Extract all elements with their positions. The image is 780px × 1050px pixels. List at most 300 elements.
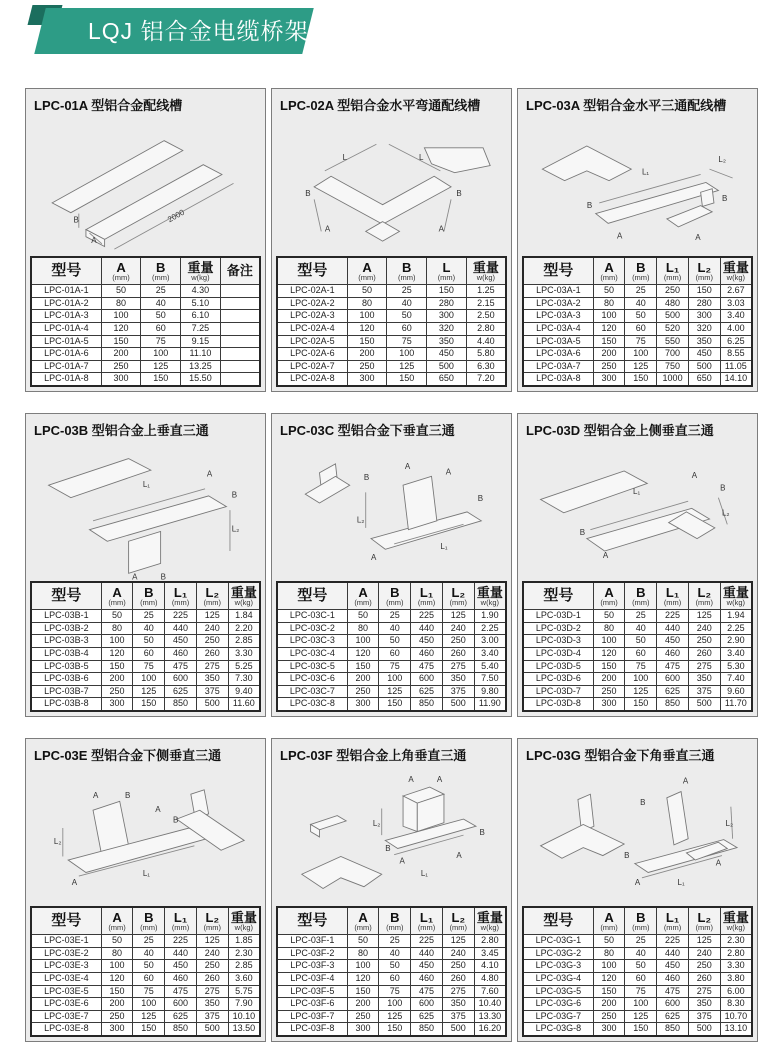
table-row [31, 373, 260, 386]
table-cell: LPC-03A-3 [523, 310, 593, 323]
technical-drawing-down-vertical-tee [276, 439, 507, 581]
table-row [277, 1010, 506, 1023]
table-row [31, 973, 260, 986]
table-cell: 250 [688, 635, 720, 648]
table-cell: 350 [196, 998, 228, 1011]
column-header: 重量 w(kg) [181, 257, 221, 285]
table-cell: 2.90 [720, 635, 752, 648]
drawing-shapes [276, 439, 507, 581]
table-cell: 13.30 [474, 1010, 506, 1023]
table-cell: 50 [593, 610, 625, 623]
table-cell: 150 [593, 335, 625, 348]
column-header: A (mm) [101, 257, 141, 285]
dim-label: A [617, 231, 623, 241]
table-cell: 2.25 [720, 622, 752, 635]
table-cell: 60 [379, 973, 411, 986]
table-cell: 2.25 [474, 622, 506, 635]
table-row [31, 622, 260, 635]
header-row [523, 257, 752, 285]
table-cell: 4.80 [474, 973, 506, 986]
technical-drawing-straight-tray [30, 114, 261, 256]
table-cell: LPC-03G-1 [523, 935, 593, 948]
table-cell: LPC-02A-3 [277, 310, 347, 323]
column-header: 型号 [277, 257, 347, 285]
table-row [523, 960, 752, 973]
table-cell: 60 [625, 323, 657, 336]
header-row [277, 257, 506, 285]
column-header: L₁ (mm) [411, 907, 443, 935]
table-cell: 60 [141, 323, 181, 336]
table-cell: 120 [347, 648, 379, 661]
spec-table [522, 256, 753, 387]
table-cell: 4.00 [720, 323, 752, 336]
table-cell: 100 [347, 635, 379, 648]
table-cell: 300 [688, 310, 720, 323]
table-cell: 475 [165, 985, 197, 998]
table-cell: 120 [101, 648, 133, 661]
table-cell: 250 [657, 285, 689, 298]
table-cell: 475 [165, 660, 197, 673]
table-cell: 150 [101, 335, 141, 348]
table-row [523, 622, 752, 635]
column-header: A (mm) [593, 907, 625, 935]
table-row [277, 335, 506, 348]
table-row [31, 610, 260, 623]
table-cell: 500 [688, 360, 720, 373]
table-cell: 80 [347, 947, 379, 960]
table-cell: 11.60 [228, 698, 260, 711]
table-cell: 625 [165, 685, 197, 698]
table-cell: 50 [347, 935, 379, 948]
column-header: A (mm) [593, 257, 625, 285]
table-cell: 460 [657, 973, 689, 986]
dim-label: L₂ [718, 155, 726, 165]
table-cell: 350 [442, 673, 474, 686]
table-cell: LPC-03A-8 [523, 373, 593, 386]
table-cell [220, 360, 260, 373]
table-cell: 260 [442, 648, 474, 661]
dim-label: A [324, 224, 331, 234]
table-cell: 11.10 [181, 348, 221, 361]
table-row [31, 1010, 260, 1023]
column-header: 型号 [277, 907, 347, 935]
table-cell: 250 [196, 960, 228, 973]
column-header: 型号 [523, 257, 593, 285]
table-row [31, 985, 260, 998]
table-row [31, 297, 260, 310]
table-cell: 7.60 [474, 985, 506, 998]
table-cell: LPC-03E-1 [31, 935, 101, 948]
table-cell: 80 [101, 297, 141, 310]
table-cell [220, 335, 260, 348]
table-cell: LPC-03D-1 [523, 610, 593, 623]
table-cell: 250 [442, 635, 474, 648]
table-cell: 40 [133, 622, 165, 635]
table-cell: 600 [657, 998, 689, 1011]
table-cell: 100 [593, 310, 625, 323]
table-cell: 200 [347, 673, 379, 686]
table-cell: 75 [379, 985, 411, 998]
table-cell: 100 [347, 960, 379, 973]
dim-label: L₂ [53, 837, 62, 847]
dim-label: A [404, 462, 411, 472]
dim-label: B [721, 194, 728, 204]
table-cell: 300 [101, 1023, 133, 1036]
table-cell: 125 [133, 685, 165, 698]
spec-table [276, 256, 507, 387]
table-cell: 850 [657, 1023, 689, 1036]
dim-label: A [91, 235, 97, 245]
table-row [523, 998, 752, 1011]
table-cell: 25 [625, 935, 657, 948]
table-cell: 300 [101, 698, 133, 711]
drawing-shapes [30, 114, 261, 256]
table-cell: 450 [411, 635, 443, 648]
dim-label: L₂ [372, 819, 381, 829]
table-cell: LPC-02A-2 [277, 297, 347, 310]
table-cell: LPC-03A-1 [523, 285, 593, 298]
table-cell: 260 [196, 973, 228, 986]
table-cell: 25 [625, 285, 657, 298]
table-cell: LPC-02A-4 [277, 323, 347, 336]
dim-label: A [93, 790, 99, 800]
table-cell: 3.40 [720, 648, 752, 661]
table-cell: LPC-03C-3 [277, 635, 347, 648]
header-row [523, 907, 752, 935]
table-row [31, 635, 260, 648]
column-header: A (mm) [101, 907, 133, 935]
column-header: B (mm) [379, 582, 411, 610]
table-cell: 50 [593, 285, 625, 298]
table-cell: 300 [593, 1023, 625, 1036]
dim-label: L₁ [420, 869, 428, 879]
dim-label: B [624, 851, 630, 861]
column-header: 型号 [523, 907, 593, 935]
table-cell: 600 [165, 673, 197, 686]
table-cell: 40 [141, 297, 181, 310]
column-header: L₁ (mm) [165, 907, 197, 935]
table-cell: 40 [625, 947, 657, 960]
table-cell: 475 [411, 985, 443, 998]
table-cell: 5.30 [720, 660, 752, 673]
table-cell: 50 [101, 285, 141, 298]
table-cell: 500 [442, 1023, 474, 1036]
table-cell: 250 [442, 960, 474, 973]
table-cell: LPC-01A-5 [31, 335, 101, 348]
table-cell: 7.25 [181, 323, 221, 336]
table-cell: 80 [593, 297, 625, 310]
table-cell: 650 [427, 373, 467, 386]
table-cell: 250 [593, 685, 625, 698]
table-row [277, 348, 506, 361]
table-cell: 50 [101, 935, 133, 948]
table-cell: 25 [379, 935, 411, 948]
panel-lpc-03b [25, 413, 266, 717]
dim-label: L₂ [356, 515, 365, 525]
table-cell: 4.40 [466, 335, 506, 348]
table-cell: LPC-03G-6 [523, 998, 593, 1011]
table-cell: 100 [101, 310, 141, 323]
table-cell: 40 [379, 622, 411, 635]
dim-label: A [695, 233, 701, 243]
table-cell: 100 [625, 673, 657, 686]
table-cell: LPC-03F-2 [277, 947, 347, 960]
panel-lpc-03g [517, 738, 758, 1042]
table-cell: 440 [165, 947, 197, 960]
table-cell: 275 [688, 660, 720, 673]
panel-title: LPC-03A 型铝合金水平三通配线槽 [526, 98, 727, 113]
table-row [31, 998, 260, 1011]
table-row [277, 685, 506, 698]
table-cell: 5.80 [466, 348, 506, 361]
table-cell: 75 [625, 985, 657, 998]
table-cell: 750 [657, 360, 689, 373]
table-cell: 125 [379, 1010, 411, 1023]
table-cell: LPC-03C-2 [277, 622, 347, 635]
spec-table [276, 581, 507, 712]
page-title: LQJ 铝合金电缆桥架 [88, 18, 309, 44]
table-cell: LPC-03B-3 [31, 635, 101, 648]
table-cell: LPC-03B-2 [31, 622, 101, 635]
column-header: A (mm) [347, 257, 387, 285]
table-cell: 225 [411, 935, 443, 948]
dim-label: A [371, 552, 377, 562]
panel-title: LPC-03F 型铝合金上角垂直三通 [280, 748, 467, 763]
table-cell: LPC-03C-7 [277, 685, 347, 698]
table-row [31, 660, 260, 673]
column-header: 重量 w(kg) [474, 907, 506, 935]
table-row [523, 935, 752, 948]
table-cell: 100 [133, 998, 165, 1011]
table-cell: LPC-03G-3 [523, 960, 593, 973]
table-row [277, 648, 506, 661]
table-cell: 3.60 [228, 973, 260, 986]
table-cell: 9.60 [720, 685, 752, 698]
table-cell: 2.15 [466, 297, 506, 310]
table-cell: 60 [625, 973, 657, 986]
table-cell: 260 [688, 973, 720, 986]
table-cell: 450 [411, 960, 443, 973]
table-cell: 7.20 [466, 373, 506, 386]
table-cell: 11.90 [474, 698, 506, 711]
table-cell: 250 [101, 360, 141, 373]
table-cell: 300 [347, 698, 379, 711]
panel-title: LPC-01A 型铝合金配线槽 [34, 98, 183, 113]
table-cell: LPC-03A-4 [523, 323, 593, 336]
table-cell: 480 [657, 297, 689, 310]
table-cell: 240 [442, 622, 474, 635]
table-cell: 475 [657, 985, 689, 998]
table-row [523, 1023, 752, 1036]
table-cell: 300 [427, 310, 467, 323]
table-cell: 450 [427, 348, 467, 361]
table-cell: 300 [347, 373, 387, 386]
dim-label: B [456, 188, 462, 198]
dim-label: A [691, 471, 698, 481]
spec-table [522, 906, 753, 1037]
table-cell: LPC-03E-6 [31, 998, 101, 1011]
table-cell: 100 [593, 635, 625, 648]
column-header: A (mm) [101, 582, 133, 610]
dim-label: 2000 [166, 207, 187, 225]
table-row [31, 360, 260, 373]
table-cell: LPC-03D-7 [523, 685, 593, 698]
column-header: B (mm) [625, 907, 657, 935]
table-row [277, 660, 506, 673]
dim-label: L₂ [231, 524, 240, 534]
panel-title: LPC-03C 型铝合金下垂直三通 [280, 423, 455, 438]
column-header: L₁ (mm) [657, 257, 689, 285]
table-row [523, 310, 752, 323]
dim-label: B [579, 528, 586, 538]
table-cell: 125 [442, 610, 474, 623]
dim-label: B [640, 797, 646, 807]
table-cell: LPC-03F-6 [277, 998, 347, 1011]
table-cell: 11.05 [720, 360, 752, 373]
dim-label: B [305, 188, 311, 198]
table-row [277, 1023, 506, 1036]
table-cell: 475 [657, 660, 689, 673]
table-cell: 4.30 [181, 285, 221, 298]
table-cell: 7.30 [228, 673, 260, 686]
table-cell: 50 [133, 635, 165, 648]
dim-label: L₁ [142, 869, 150, 879]
table-cell: 250 [196, 635, 228, 648]
table-cell: 125 [688, 935, 720, 948]
table-cell [220, 285, 260, 298]
table-cell: 40 [379, 947, 411, 960]
table-cell: 250 [688, 960, 720, 973]
table-cell: 100 [379, 998, 411, 1011]
table-row [523, 985, 752, 998]
table-cell: 375 [688, 685, 720, 698]
table-cell: 75 [141, 335, 181, 348]
table-cell: 100 [133, 673, 165, 686]
table-cell: 6.00 [720, 985, 752, 998]
table-cell: 100 [625, 348, 657, 361]
table-cell: 80 [593, 947, 625, 960]
spec-table [30, 256, 261, 387]
table-cell: 225 [411, 610, 443, 623]
column-header: B (mm) [625, 257, 657, 285]
table-cell: 250 [593, 360, 625, 373]
table-cell: 375 [442, 685, 474, 698]
table-row [277, 297, 506, 310]
table-cell: 300 [593, 698, 625, 711]
table-cell: LPC-03D-8 [523, 698, 593, 711]
table-cell: 450 [657, 635, 689, 648]
table-cell: 240 [688, 947, 720, 960]
table-cell: LPC-01A-3 [31, 310, 101, 323]
table-cell: 50 [347, 285, 387, 298]
table-cell: 450 [657, 960, 689, 973]
table-cell: 120 [593, 648, 625, 661]
table-cell: 125 [625, 1010, 657, 1023]
dim-label: B [385, 844, 391, 854]
table-cell: 150 [688, 285, 720, 298]
table-cell: 50 [625, 960, 657, 973]
table-cell: LPC-02A-8 [277, 373, 347, 386]
column-header: 重量 w(kg) [720, 907, 752, 935]
table-cell: 440 [411, 622, 443, 635]
dim-label: A [682, 776, 689, 786]
table-cell: 50 [625, 635, 657, 648]
column-header: L₂ (mm) [442, 907, 474, 935]
table-cell: 2.30 [228, 947, 260, 960]
table-cell: 150 [625, 698, 657, 711]
table-cell: 600 [165, 998, 197, 1011]
drawing-shapes [522, 439, 753, 581]
table-cell: 25 [133, 610, 165, 623]
table-cell: LPC-01A-7 [31, 360, 101, 373]
table-cell: 1.84 [228, 610, 260, 623]
table-cell: 10.40 [474, 998, 506, 1011]
table-row [277, 960, 506, 973]
table-cell: 75 [625, 335, 657, 348]
table-row [523, 947, 752, 960]
column-header: 型号 [277, 582, 347, 610]
table-row [31, 935, 260, 948]
table-cell: 700 [657, 348, 689, 361]
dim-label: A [438, 224, 444, 234]
table-cell: 13.25 [181, 360, 221, 373]
table-cell: 50 [347, 610, 379, 623]
table-cell: LPC-03G-4 [523, 973, 593, 986]
table-cell: 50 [379, 960, 411, 973]
header-row [523, 582, 752, 610]
table-cell: 350 [688, 335, 720, 348]
table-cell: 2.85 [228, 635, 260, 648]
table-cell: 40 [625, 297, 657, 310]
table-cell: LPC-03C-4 [277, 648, 347, 661]
panel-lpc-03f [271, 738, 512, 1042]
table-cell: LPC-03C-8 [277, 698, 347, 711]
table-cell: 150 [101, 985, 133, 998]
column-header: 重量 w(kg) [228, 907, 260, 935]
table-cell: 600 [411, 998, 443, 1011]
table-row [523, 673, 752, 686]
table-cell: 60 [625, 648, 657, 661]
table-cell: LPC-02A-6 [277, 348, 347, 361]
table-cell: 375 [196, 1010, 228, 1023]
column-header: L₁ (mm) [657, 907, 689, 935]
dim-label: B [173, 815, 179, 825]
dim-label: B [231, 490, 238, 500]
table-cell: 460 [165, 648, 197, 661]
table-cell: 8.30 [720, 998, 752, 1011]
table-cell: 150 [379, 698, 411, 711]
table-cell: LPC-03E-5 [31, 985, 101, 998]
table-cell: 225 [165, 935, 197, 948]
table-cell: 460 [657, 648, 689, 661]
table-row [31, 335, 260, 348]
column-header: L₂ (mm) [688, 907, 720, 935]
column-header: L₂ (mm) [196, 907, 228, 935]
table-cell: 75 [379, 660, 411, 673]
table-row [31, 673, 260, 686]
dim-label: A [155, 805, 161, 815]
column-header: B (mm) [625, 582, 657, 610]
table-cell: LPC-03F-5 [277, 985, 347, 998]
table-cell: 440 [657, 622, 689, 635]
table-cell: 125 [625, 685, 657, 698]
table-cell: 9.40 [228, 685, 260, 698]
page-header-banner [34, 8, 313, 54]
table-cell: 7.40 [720, 673, 752, 686]
table-row [31, 648, 260, 661]
dim-label: B [363, 472, 370, 482]
table-row [31, 323, 260, 336]
